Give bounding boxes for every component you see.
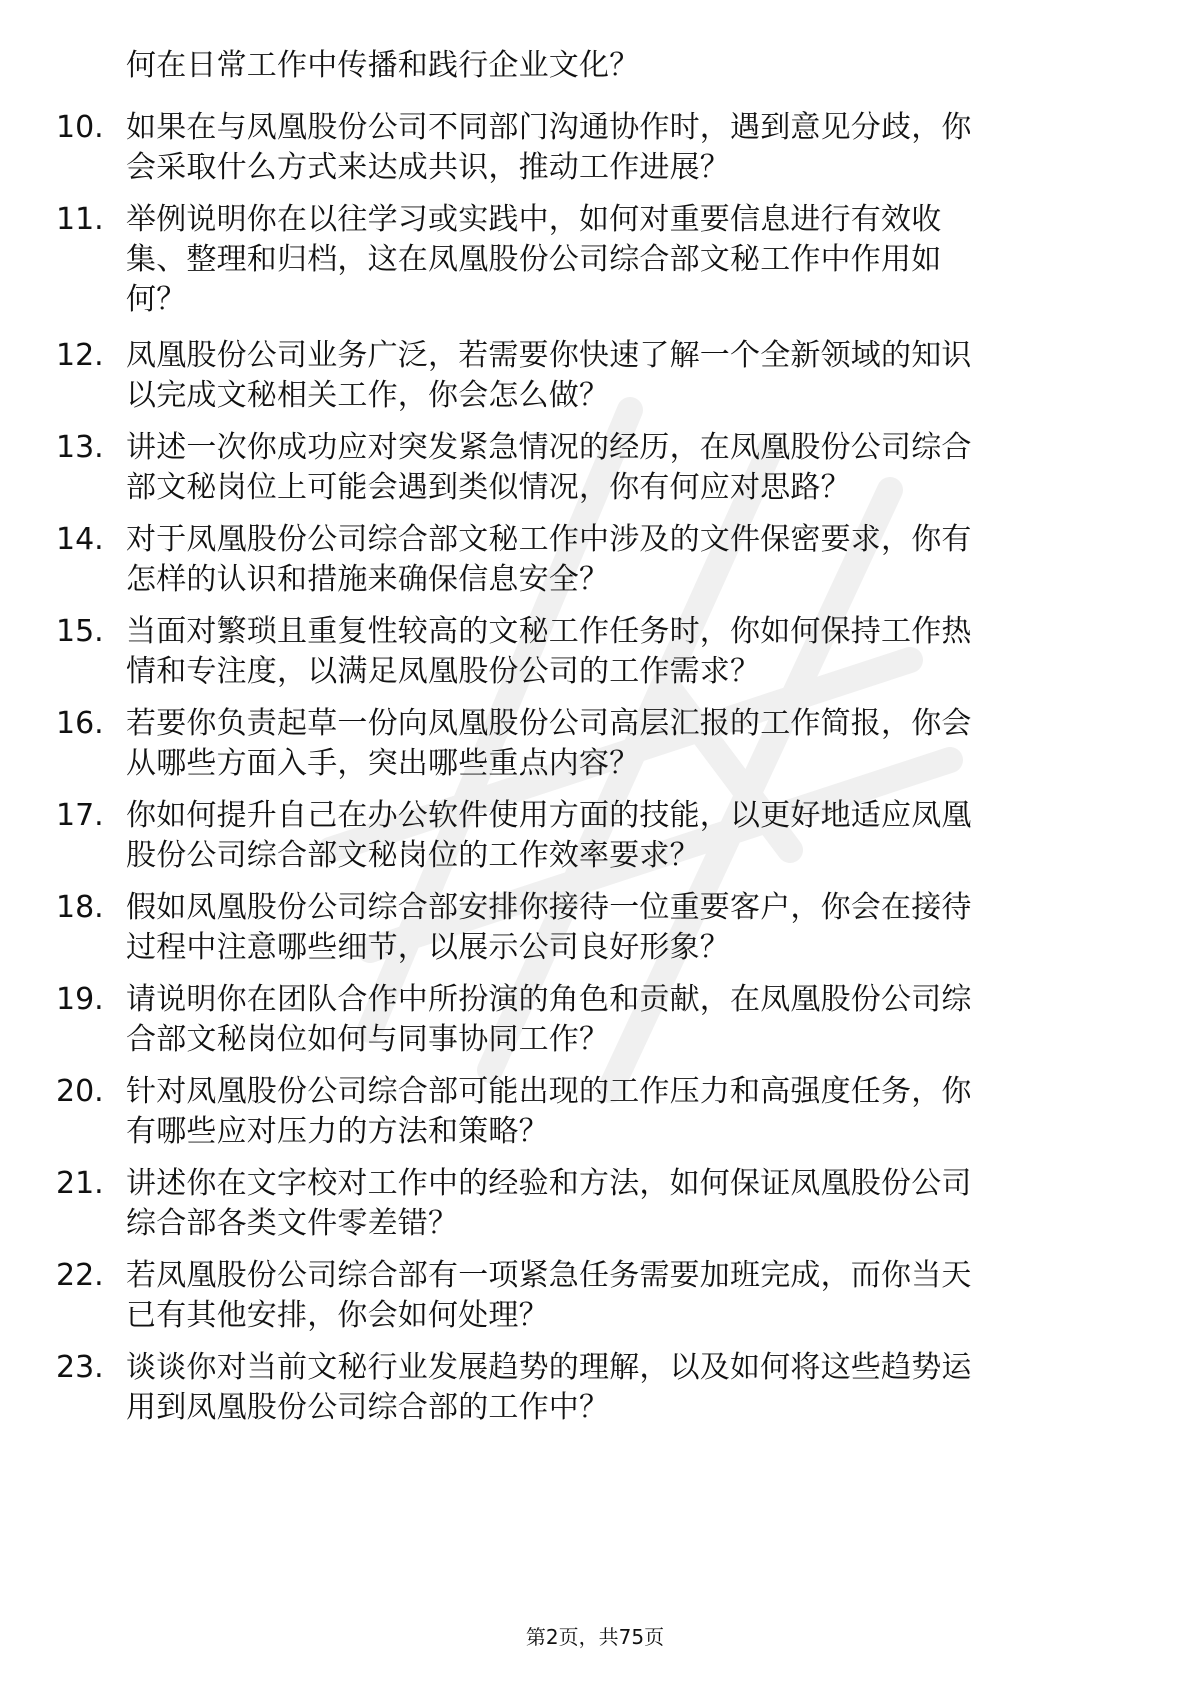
question-text <box>126 980 1116 1060</box>
question-number: 23. <box>56 1350 104 1385</box>
question-line: 何？ <box>126 282 187 317</box>
question-line: 如果在与凤凰股份公司不同部门沟通协作时，遇到意见分歧，你 <box>126 110 972 145</box>
question-line: 过程中注意哪些细节，以展示公司良好形象？ <box>126 930 730 965</box>
question-line: 讲述你在文字校对工作中的经验和方法，如何保证凤凰股份公司 <box>126 1166 972 1201</box>
question-number: 17. <box>56 798 104 833</box>
question-line: 凤凰股份公司业务广泛，若需要你快速了解一个全新领域的知识 <box>126 338 972 373</box>
question-number: 18. <box>56 890 104 925</box>
question-line: 已有其他安排，你会如何处理？ <box>126 1298 549 1333</box>
question-line: 从哪些方面入手，突出哪些重点内容？ <box>126 746 640 781</box>
question-number: 15. <box>56 614 104 649</box>
question-line: 股份公司综合部文秘岗位的工作效率要求？ <box>126 838 700 873</box>
question-number: 12. <box>56 338 104 373</box>
question-text <box>126 108 1116 188</box>
question-line: 何在日常工作中传播和践行企业文化？ <box>126 48 640 83</box>
question-line: 举例说明你在以往学习或实践中，如何对重要信息进行有效收 <box>126 202 942 237</box>
page-number-label: 第2页，共75页 <box>525 1625 665 1649</box>
question-line: 讲述一次你成功应对突发紧急情况的经历，在凤凰股份公司综合 <box>126 430 972 465</box>
question-number: 10. <box>56 110 104 145</box>
question-line: 若凤凰股份公司综合部有一项紧急任务需要加班完成，而你当天 <box>126 1258 972 1293</box>
question-number: 22. <box>56 1258 104 1293</box>
question-line: 部文秘岗位上可能会遇到类似情况，你有何应对思路？ <box>126 470 851 505</box>
question-line: 以完成文秘相关工作，你会怎么做？ <box>126 378 610 413</box>
question-line: 若要你负责起草一份向凤凰股份公司高层汇报的工作简报，你会 <box>126 706 972 741</box>
question-text <box>126 1256 1116 1336</box>
question-line: 合部文秘岗位如何与同事协同工作？ <box>126 1022 610 1057</box>
question-line: 综合部各类文件零差错？ <box>126 1206 459 1241</box>
question-text <box>126 428 1116 508</box>
question-line: 你如何提升自己在办公软件使用方面的技能，以更好地适应凤凰 <box>126 798 972 833</box>
question-number: 11. <box>56 202 104 237</box>
question-line: 怎样的认识和措施来确保信息安全？ <box>126 562 610 597</box>
question-line: 谈谈你对当前文秘行业发展趋势的理解，以及如何将这些趋势运 <box>126 1350 972 1385</box>
question-line: 有哪些应对压力的方法和策略？ <box>126 1114 549 1149</box>
question-line: 情和专注度，以满足凤凰股份公司的工作需求？ <box>126 654 761 689</box>
question-text <box>126 336 1116 416</box>
question-text <box>126 200 1116 320</box>
question-line: 集、整理和归档，这在凤凰股份公司综合部文秘工作中作用如 <box>126 242 942 277</box>
question-text <box>126 520 1116 600</box>
question-text <box>126 704 1116 784</box>
question-number: 13. <box>56 430 104 465</box>
question-number: 14. <box>56 522 104 557</box>
question-line: 请说明你在团队合作中所扮演的角色和贡献，在凤凰股份公司综 <box>126 982 972 1017</box>
question-number: 21. <box>56 1166 104 1201</box>
question-line: 对于凤凰股份公司综合部文秘工作中涉及的文件保密要求，你有 <box>126 522 972 557</box>
page-footer <box>0 1624 1190 1650</box>
question-number: 20. <box>56 1074 104 1109</box>
question-line: 当面对繁琐且重复性较高的文秘工作任务时，你如何保持工作热 <box>126 614 972 649</box>
question-line: 用到凤凰股份公司综合部的工作中？ <box>126 1390 610 1425</box>
question-number: 16. <box>56 706 104 741</box>
question-line: 针对凤凰股份公司综合部可能出现的工作压力和高强度任务，你 <box>126 1074 972 1109</box>
question-line: 会采取什么方式来达成共识，推动工作进展？ <box>126 150 730 185</box>
question-text <box>126 46 1116 86</box>
question-line: 假如凤凰股份公司综合部安排你接待一位重要客户，你会在接待 <box>126 890 972 925</box>
question-text <box>126 1164 1116 1244</box>
question-text <box>126 1072 1116 1152</box>
question-text <box>126 1348 1116 1428</box>
question-number: 19. <box>56 982 104 1017</box>
question-text <box>126 612 1116 692</box>
question-text <box>126 796 1116 876</box>
question-text <box>126 888 1116 968</box>
